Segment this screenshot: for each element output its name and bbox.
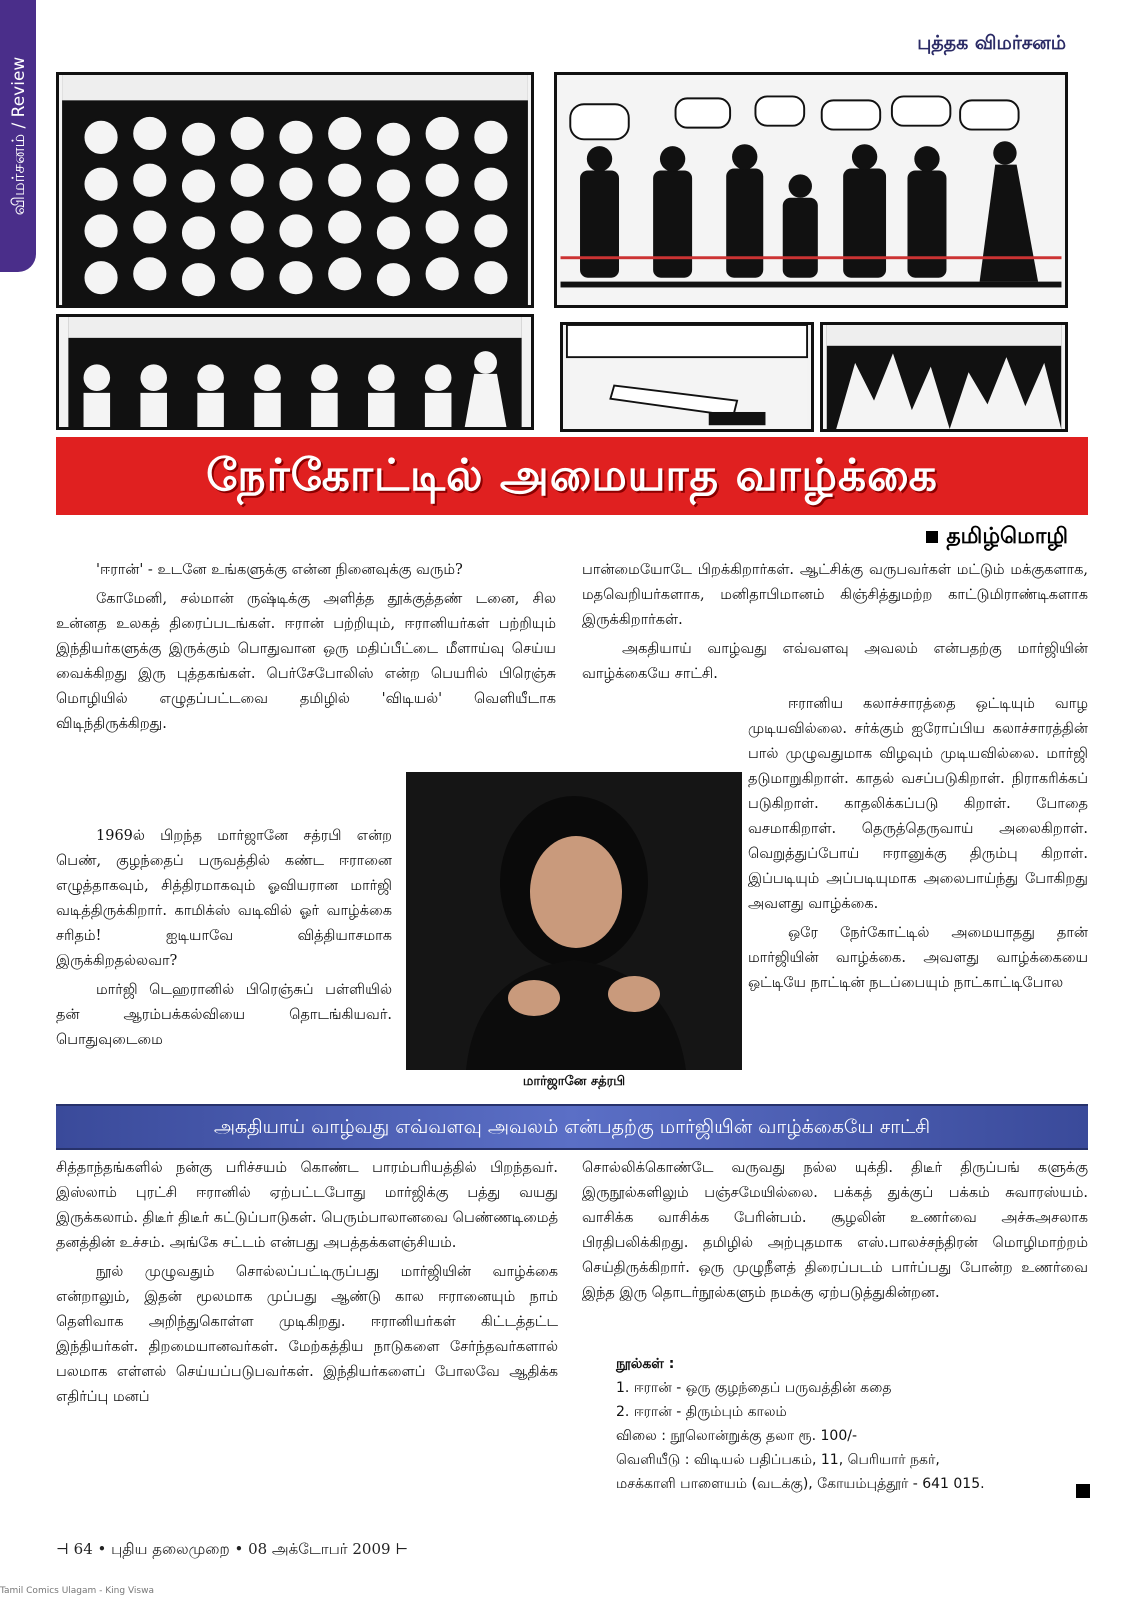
comic-panel-officials	[554, 72, 1068, 308]
book-price: விலை : நூலொன்றுக்கு தலா ரூ. 100/-	[616, 1428, 858, 1444]
book-item: 2. ஈரான் - திரும்பும் காலம்	[616, 1404, 787, 1420]
left-column-upper-intro	[56, 558, 556, 741]
book-publisher: வெளியீடு : விடியல் பதிப்பகம், 11, பெரியார் நகர்,	[616, 1452, 940, 1468]
paragraph: சொல்லிக்கொண்டே வருவது நல்ல யுக்தி. திடீர் திருப்பங் களுக்கு இருநூல்களிலும் பஞ்சமேயில்லை. பக்கத் துக்குப் பக்கம் சுவாரஸ்யம். வாசிக்க வாசிக்க பேரின்பம். சூழலின் உணர்வை அச்சுஅசலாக பிரதிபலிக்கிறது. தமிழில் அற்புதமாக எஸ்.பாலச்சந்திரன் மொழிமாற்றம் செய்திருக்கிறார். ஒரு முழுநீளத் திரைப்படம் பார்ப்பது போன்ற உணர்வை இந்த இரு தொடர்நூல்களும் நமக்கு ஏற்படுத்துகின்றன.	[582, 1160, 1088, 1301]
paragraph: 1969ல் பிறந்த மார்ஜானே சத்ரபி என்ற பெண், குழந்தைப் பருவத்தில் கண்ட ஈரானை எழுத்தாகவும், சித்திரமாகவும் ஓவியரான மார்ஜி வடித்திருக்கிறார். காமிக்ஸ் வடிவில் ஓர் வாழ்க்கை சரிதம்! ஐடியாவே வித்தியாசமாக இருக்கிறதல்லவா?	[56, 828, 392, 969]
paragraph: பான்மையோடே பிறக்கிறார்கள். ஆட்சிக்கு வருபவர்கள் மட்டும் மக்குகளாக, மதவெறியர்களாக, மனிதாபிமானம் கிஞ்சித்துமற்ற காட்டுமிராண்டிகளாக இருக்கிறார்கள்.	[582, 562, 1088, 628]
right-column-lower	[582, 1156, 1088, 1310]
book-item: 1. ஈரான் - ஒரு குழந்தைப் பருவத்தின் கதை	[616, 1380, 892, 1396]
paragraph: நூல் முழுவதும் சொல்லப்பட்டிருப்பது மார்ஜியின் வாழ்க்கை என்றாலும், இதன் மூலமாக முப்பது ஆண்டு கால ஈரானையும் நாம் தெளிவாக அறிந்துகொள்ள முடிகிறது. ஈரானியர்கள் கிட்டத்தட்ட இந்தியர்கள். திறமையானவர்கள். மேற்கத்திய நாடுகளை சேர்ந்தவர்களால் பலமாக எள்ளல் செய்யப்படுபவர்கள். இந்தியர்களைப் போலவே ஆதிக்க எதிர்ப்பு மனப்	[56, 1264, 558, 1405]
page-footer: ⊣ 64 • புதிய தலைமுறை • 08 அக்டோபர் 2009 ⊢	[56, 1540, 409, 1558]
comic-panel-fire-art	[823, 325, 1065, 429]
comic-panel-crowd-art	[59, 75, 531, 305]
books-heading: நூல்கள் :	[616, 1356, 675, 1372]
byline	[926, 524, 1068, 552]
paragraph: அகதியாய் வாழ்வது எவ்வளவு அவலம் என்பதற்கு மார்ஜியின் வாழ்க்கையே சாட்சி.	[582, 641, 1088, 682]
byline-bullet	[926, 531, 938, 543]
photo-caption: மார்ஜானே சத்ரபி	[522, 1074, 626, 1089]
paragraph: ஈரானிய கலாச்சாரத்தை ஒட்டியும் வாழ முடியவில்லை. சர்க்கும் ஐரோப்பிய கலாச்சாரத்தின் பால் முழுவதுமாக விழவும் முடியவில்லை. மார்ஜி தடுமாறுகிறாள். காதல் வசப்படுகிறாள். நிராகரிக்கப் படுகிறாள். காதலிக்கப்படு கிறாள். போதை வசமாகிறாள். தெருத்தெருவாய் அலைகிறாள். வெறுத்துப்போய் ஈரானுக்கு திரும்பு கிறாள். இப்படியும் அப்படியுமாக அலைபாய்ந்து போகிறது அவளது வாழ்க்கை.	[748, 696, 1088, 912]
paragraph: மார்ஜி டெஹரானில் பிரெஞ்சுப் பள்ளியில் தன் ஆரம்பக்கல்வியை தொடங்கியவர். பொதுவுடைமை	[56, 982, 392, 1048]
author-photo	[406, 772, 742, 1070]
author-photo-art	[406, 772, 742, 1070]
left-column-lower	[56, 1156, 558, 1414]
section-label: புத்தக விமர்சனம்	[917, 32, 1066, 54]
comic-panel-fallen-art	[563, 325, 811, 429]
book-info	[616, 1352, 1076, 1496]
comic-panel-march	[56, 314, 534, 430]
paragraph: 'ஈரான்' - உடனே உங்களுக்கு என்ன நினைவுக்கு வரும்?	[96, 562, 463, 578]
left-column-upper-continued	[56, 824, 392, 1057]
side-tab-label: விமர்சனம் / Review	[9, 56, 29, 216]
comic-panel-fallen	[560, 322, 814, 432]
right-column-upper-top	[582, 558, 1088, 691]
paragraph: ஒரே நேர்கோட்டில் அமையாதது தான் மார்ஜியின் வாழ்க்கை. அவளது வாழ்க்கையை ஒட்டியே நாட்டின் நடப்பையும் நாட்காட்டிபோல	[748, 925, 1088, 991]
pull-quote: அகதியாய் வாழ்வது எவ்வளவு அவலம் என்பதற்கு மார்ஜியின் வாழ்க்கையே சாட்சி	[213, 1116, 931, 1138]
byline-author: தமிழ்மொழி	[946, 524, 1068, 549]
paragraph: சித்தாந்தங்களில் நன்கு பரிச்சயம் கொண்ட பாரம்பரியத்தில் பிறந்தவர். இஸ்லாம் புரட்சி ஈரானில் ஏற்பட்டபோது மார்ஜிக்கு பத்து வயது இருக்கலாம். திடீர் திடீர் கட்டுப்பாடுகள். பெரும்பாலானவை பெண்ணடிமைத் தனத்தின் உச்சம். அங்கே சட்டம் என்பது அபத்தக்களஞ்சியம்.	[56, 1160, 559, 1251]
comic-panel-march-art	[59, 317, 531, 427]
comic-panel-fire	[820, 322, 1068, 432]
headline: நேர்கோட்டில் அமையாத வாழ்க்கை	[206, 450, 938, 501]
book-publisher-address: மசக்காளி பாளையம் (வடக்கு), கோயம்புத்தூர் - 641 015.	[616, 1476, 985, 1492]
scan-credit: Tamil Comics Ulagam - King Viswa	[0, 1586, 154, 1596]
right-column-upper-continued	[748, 692, 1088, 1000]
comic-panel-crowd	[56, 72, 534, 308]
end-mark	[1076, 1484, 1090, 1498]
paragraph: கோமேனி, சல்மான் ருஷ்டிக்கு அளித்த தூக்குத்தண் டனை, சில உன்னத உலகத் திரைப்படங்கள். ஈரான் பற்றியும், ஈரானியர்கள் பற்றியும் இந்தியர்களுக்கு இருக்கும் பொதுவான ஒரு மதிப்பீட்டை மீளாய்வு செய்ய வைக்கிறது இரு புத்தகங்கள். பெர்சேபோலிஸ் என்ற பெயரில் பிரெஞ்சு மொழியில் எழுதப்பட்டவை தமிழில் 'விடியல்' வெளியீடாக விடிந்திருக்கிறது.	[56, 591, 556, 732]
comic-panel-officials-art	[557, 75, 1065, 305]
